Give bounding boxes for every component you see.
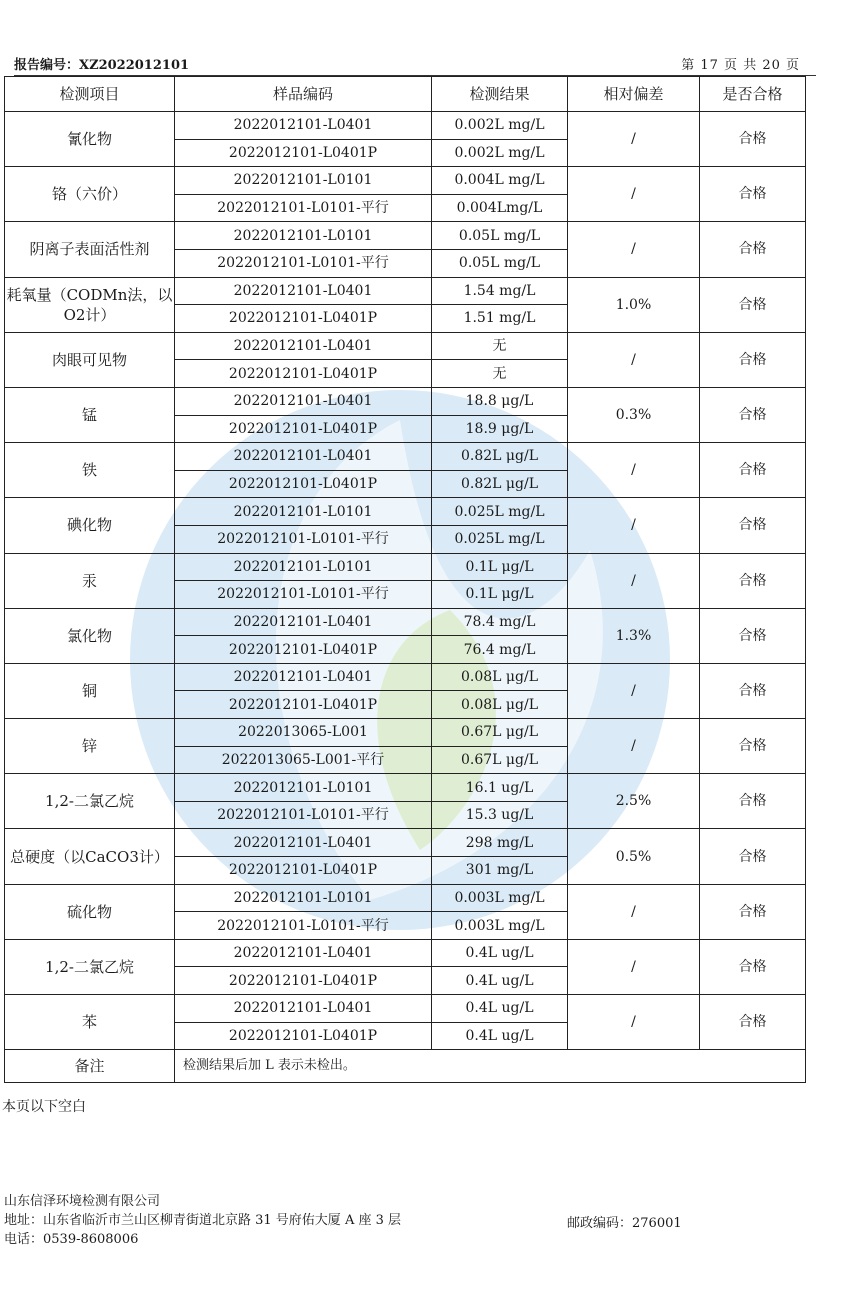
result-cell: 0.002L mg/L <box>432 139 568 167</box>
deviation-cell: 0.3% <box>568 387 700 442</box>
footer-postal-code: 邮政编码：276001 <box>567 1216 682 1231</box>
sample-code-cell: 2022012101-L0401P <box>175 305 432 333</box>
table-row <box>5 332 806 360</box>
table-row <box>5 553 806 581</box>
footer <box>4 1192 401 1249</box>
sample-code-cell: 2022012101-L0401P <box>175 636 432 664</box>
sample-code-cell: 2022012101-L0401 <box>175 939 432 967</box>
pass-cell: 合格 <box>700 774 806 829</box>
result-cell: 0.67L μg/L <box>432 746 568 774</box>
item-cell: 铜 <box>5 663 175 718</box>
item-cell: 苯 <box>5 995 175 1050</box>
sample-code-cell: 2022012101-L0401P <box>175 967 432 995</box>
result-cell: 0.05L mg/L <box>432 249 568 277</box>
remark-row <box>5 1050 806 1083</box>
result-cell: 0.4L ug/L <box>432 939 568 967</box>
table-row <box>5 995 806 1023</box>
item-cell: 1,2-二氯乙烷 <box>5 774 175 829</box>
footer-address: 地址：山东省临沂市兰山区柳青街道北京路 31 号府佑大厦 A 座 3 层 <box>4 1213 401 1228</box>
result-cell: 18.9 μg/L <box>432 415 568 443</box>
result-cell: 76.4 mg/L <box>432 636 568 664</box>
deviation-cell: / <box>568 222 700 277</box>
sample-code-cell: 2022012101-L0401P <box>175 691 432 719</box>
pass-cell: 合格 <box>700 719 806 774</box>
deviation-cell: / <box>568 995 700 1050</box>
results-table <box>4 76 806 1083</box>
table-row <box>5 829 806 857</box>
sample-code-cell: 2022012101-L0101-平行 <box>175 581 432 609</box>
pass-cell: 合格 <box>700 829 806 884</box>
deviation-cell: / <box>568 167 700 222</box>
item-cell: 锰 <box>5 387 175 442</box>
table-header-row <box>5 77 806 112</box>
pass-cell: 合格 <box>700 112 806 167</box>
page-indicator: 第 17 页 共 20 页 <box>681 58 800 73</box>
sample-code-cell: 2022012101-L0401P <box>175 470 432 498</box>
item-cell: 1,2-二氯乙烷 <box>5 939 175 994</box>
sample-code-cell: 2022012101-L0401 <box>175 387 432 415</box>
deviation-cell: 1.0% <box>568 277 700 332</box>
table-row <box>5 443 806 471</box>
result-cell: 78.4 mg/L <box>432 608 568 636</box>
result-cell: 0.025L mg/L <box>432 498 568 526</box>
item-cell: 氯化物 <box>5 608 175 663</box>
sample-code-cell: 2022012101-L0401P <box>175 857 432 885</box>
item-cell: 阴离子表面活性剂 <box>5 222 175 277</box>
pass-cell: 合格 <box>700 277 806 332</box>
item-cell: 铬（六价） <box>5 167 175 222</box>
sample-code-cell: 2022012101-L0101-平行 <box>175 249 432 277</box>
item-cell: 汞 <box>5 553 175 608</box>
table-row <box>5 112 806 140</box>
report-header <box>14 50 800 74</box>
deviation-cell: / <box>568 884 700 939</box>
pass-cell: 合格 <box>700 332 806 387</box>
sample-code-cell: 2022012101-L0401 <box>175 332 432 360</box>
sample-code-cell: 2022012101-L0401 <box>175 112 432 140</box>
item-cell: 碘化物 <box>5 498 175 553</box>
table-row <box>5 939 806 967</box>
sample-code-cell: 2022012101-L0101-平行 <box>175 525 432 553</box>
item-cell: 铁 <box>5 443 175 498</box>
result-cell: 0.67L μg/L <box>432 719 568 747</box>
result-cell: 0.05L mg/L <box>432 222 568 250</box>
sample-code-cell: 2022012101-L0401 <box>175 995 432 1023</box>
deviation-cell: / <box>568 443 700 498</box>
pass-cell: 合格 <box>700 553 806 608</box>
deviation-cell: / <box>568 663 700 718</box>
result-cell: 1.54 mg/L <box>432 277 568 305</box>
header-pass: 是否合格 <box>700 77 806 112</box>
sample-code-cell: 2022012101-L0101 <box>175 774 432 802</box>
item-cell: 肉眼可见物 <box>5 332 175 387</box>
result-cell: 0.1L μg/L <box>432 581 568 609</box>
table-row <box>5 498 806 526</box>
deviation-cell: / <box>568 332 700 387</box>
result-cell: 1.51 mg/L <box>432 305 568 333</box>
result-cell: 0.08L μg/L <box>432 663 568 691</box>
sample-code-cell: 2022013065-L001 <box>175 719 432 747</box>
deviation-cell: 0.5% <box>568 829 700 884</box>
pass-cell: 合格 <box>700 995 806 1050</box>
item-cell: 锌 <box>5 719 175 774</box>
deviation-cell: / <box>568 112 700 167</box>
deviation-cell: / <box>568 498 700 553</box>
sample-code-cell: 2022012101-L0101-平行 <box>175 801 432 829</box>
result-cell: 0.002L mg/L <box>432 112 568 140</box>
header-deviation: 相对偏差 <box>568 77 700 112</box>
sample-code-cell: 2022012101-L0101-平行 <box>175 912 432 940</box>
report-number: 报告编号：XZ2022012101 <box>14 58 190 73</box>
footer-phone: 电话：0539-8608006 <box>4 1232 139 1247</box>
result-cell: 0.1L μg/L <box>432 553 568 581</box>
sample-code-cell: 2022012101-L0401 <box>175 443 432 471</box>
sample-code-cell: 2022012101-L0401P <box>175 1022 432 1050</box>
result-cell: 15.3 ug/L <box>432 801 568 829</box>
result-cell: 301 mg/L <box>432 857 568 885</box>
sample-code-cell: 2022012101-L0401 <box>175 608 432 636</box>
pass-cell: 合格 <box>700 222 806 277</box>
deviation-cell: 2.5% <box>568 774 700 829</box>
result-cell: 18.8 μg/L <box>432 387 568 415</box>
result-cell: 0.82L μg/L <box>432 443 568 471</box>
result-cell: 0.08L μg/L <box>432 691 568 719</box>
table-row <box>5 719 806 747</box>
sample-code-cell: 2022012101-L0401P <box>175 360 432 388</box>
sample-code-cell: 2022012101-L0401P <box>175 415 432 443</box>
footer-company: 山东信泽环境检测有限公司 <box>4 1194 161 1209</box>
sample-code-cell: 2022012101-L0101 <box>175 167 432 195</box>
result-cell: 0.003L mg/L <box>432 912 568 940</box>
sample-code-cell: 2022012101-L0401 <box>175 277 432 305</box>
item-cell: 耗氧量（CODMn法，以O2计） <box>5 277 175 332</box>
sample-code-cell: 2022012101-L0101-平行 <box>175 194 432 222</box>
item-cell: 总硬度（以CaCO3计） <box>5 829 175 884</box>
remark-label: 备注 <box>5 1050 175 1083</box>
table-row <box>5 774 806 802</box>
result-cell: 0.82L μg/L <box>432 470 568 498</box>
sample-code-cell: 2022012101-L0101 <box>175 884 432 912</box>
table-row <box>5 663 806 691</box>
remark-text: 检测结果后加 L 表示未检出。 <box>175 1050 806 1083</box>
pass-cell: 合格 <box>700 884 806 939</box>
table-row <box>5 884 806 912</box>
pass-cell: 合格 <box>700 498 806 553</box>
table-row <box>5 167 806 195</box>
item-cell: 硫化物 <box>5 884 175 939</box>
blank-below-note: 本页以下空白 <box>2 1099 86 1115</box>
table-row <box>5 277 806 305</box>
table-row <box>5 608 806 636</box>
result-cell: 16.1 ug/L <box>432 774 568 802</box>
result-cell: 0.004L mg/L <box>432 167 568 195</box>
result-cell: 0.4L ug/L <box>432 1022 568 1050</box>
deviation-cell: / <box>568 553 700 608</box>
result-cell: 0.025L mg/L <box>432 525 568 553</box>
sample-code-cell: 2022013065-L001-平行 <box>175 746 432 774</box>
result-cell: 无 <box>432 332 568 360</box>
pass-cell: 合格 <box>700 443 806 498</box>
header-sample-code: 样品编码 <box>175 77 432 112</box>
table-row <box>5 387 806 415</box>
pass-cell: 合格 <box>700 387 806 442</box>
table-row <box>5 222 806 250</box>
deviation-cell: 1.3% <box>568 608 700 663</box>
sample-code-cell: 2022012101-L0101 <box>175 553 432 581</box>
header-result: 检测结果 <box>432 77 568 112</box>
result-cell: 0.4L ug/L <box>432 995 568 1023</box>
result-cell: 0.4L ug/L <box>432 967 568 995</box>
deviation-cell: / <box>568 719 700 774</box>
header-item: 检测项目 <box>5 77 175 112</box>
item-cell: 氰化物 <box>5 112 175 167</box>
table-body <box>5 112 806 1050</box>
pass-cell: 合格 <box>700 608 806 663</box>
result-cell: 0.003L mg/L <box>432 884 568 912</box>
sample-code-cell: 2022012101-L0401 <box>175 829 432 857</box>
sample-code-cell: 2022012101-L0401 <box>175 663 432 691</box>
result-cell: 无 <box>432 360 568 388</box>
pass-cell: 合格 <box>700 167 806 222</box>
pass-cell: 合格 <box>700 939 806 994</box>
sample-code-cell: 2022012101-L0101 <box>175 222 432 250</box>
deviation-cell: / <box>568 939 700 994</box>
sample-code-cell: 2022012101-L0101 <box>175 498 432 526</box>
result-cell: 0.004Lmg/L <box>432 194 568 222</box>
sample-code-cell: 2022012101-L0401P <box>175 139 432 167</box>
result-cell: 298 mg/L <box>432 829 568 857</box>
pass-cell: 合格 <box>700 663 806 718</box>
